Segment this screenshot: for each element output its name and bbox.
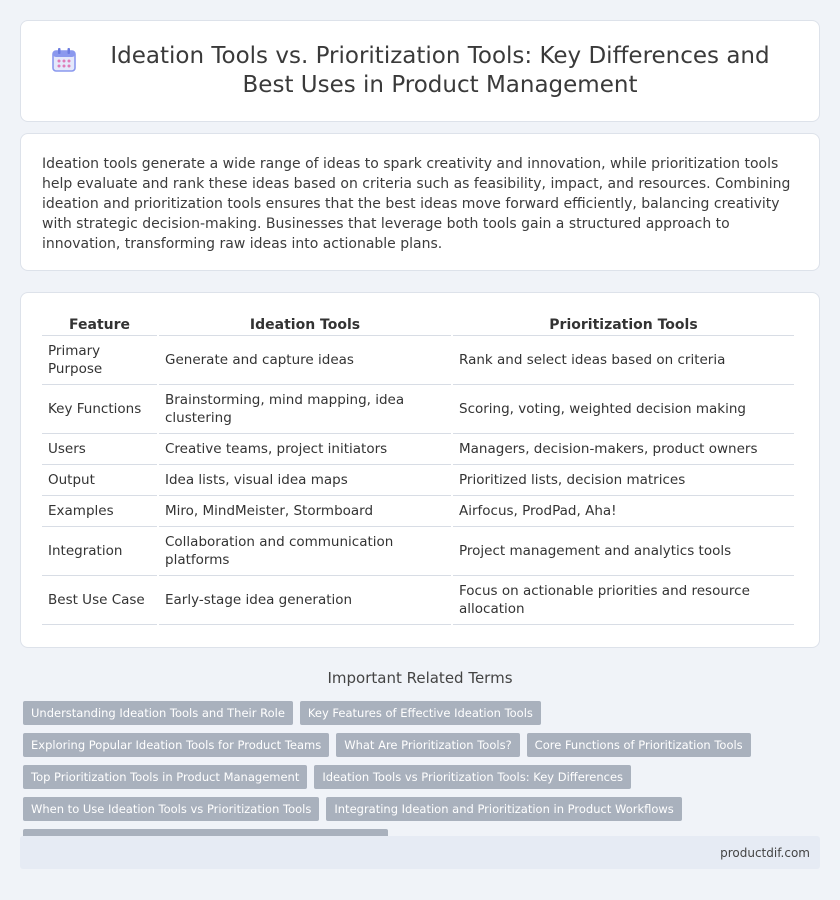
header-prioritization-tools: Prioritization Tools	[453, 313, 794, 336]
title-card	[20, 20, 820, 122]
cell-ideation: Brainstorming, mind mapping, idea clustering	[159, 385, 451, 434]
table-row	[42, 336, 794, 385]
cell-ideation: Generate and capture ideas	[159, 336, 451, 385]
cell-prioritization: Project management and analytics tools	[453, 527, 794, 576]
table-row	[42, 527, 794, 576]
related-term-link[interactable]: Top Prioritization Tools in Product Management	[23, 765, 307, 789]
page-title: Ideation Tools vs. Prioritization Tools: Key Differences and Best Uses in Product Management	[110, 43, 770, 98]
related-terms-list	[23, 701, 823, 853]
intro-card	[20, 133, 820, 271]
cell-feature: Primary Purpose	[42, 336, 157, 385]
comparison-table	[40, 313, 796, 625]
title-wrap	[50, 42, 790, 100]
cell-prioritization: Rank and select ideas based on criteria	[453, 336, 794, 385]
cell-feature: Output	[42, 465, 157, 496]
table-row	[42, 496, 794, 527]
related-term-link[interactable]: What Are Prioritization Tools?	[336, 733, 519, 757]
related-term-link[interactable]: When to Use Ideation Tools vs Prioritization Tools	[23, 797, 319, 821]
header-ideation-tools: Ideation Tools	[159, 313, 451, 336]
related-term-link[interactable]: Understanding Ideation Tools and Their Role	[23, 701, 293, 725]
table-row	[42, 385, 794, 434]
cell-feature: Examples	[42, 496, 157, 527]
intro-paragraph: Ideation tools generate a wide range of ideas to spark creativity and innovation, while prioritization tools help evaluate and rank these ideas based on criteria such as feasibility, impact, and resources. Combining ideation and prioritization tools ensures that the best ideas move forward efficiently, balancing creativity with strategic decision-making. Businesses that leverage both tools gain a structured approach to innovation, transforming raw ideas into actionable plans.	[42, 156, 791, 252]
related-term-link[interactable]: Ideation Tools vs Prioritization Tools: Key Differences	[314, 765, 631, 789]
cell-feature: Users	[42, 434, 157, 465]
footer	[20, 836, 820, 869]
related-term-link[interactable]: Integrating Ideation and Prioritization in Product Workflows	[326, 797, 681, 821]
cell-ideation: Idea lists, visual idea maps	[159, 465, 451, 496]
related-term-link[interactable]: Key Features of Effective Ideation Tools	[300, 701, 541, 725]
cell-ideation: Early-stage idea generation	[159, 576, 451, 625]
related-term-link[interactable]: Core Functions of Prioritization Tools	[527, 733, 751, 757]
comparison-card	[20, 292, 820, 648]
cell-ideation: Collaboration and communication platforms	[159, 527, 451, 576]
cell-prioritization: Prioritized lists, decision matrices	[453, 465, 794, 496]
cell-feature: Best Use Case	[42, 576, 157, 625]
cell-ideation: Miro, MindMeister, Stormboard	[159, 496, 451, 527]
cell-feature: Key Functions	[42, 385, 157, 434]
table-header-row	[42, 313, 794, 336]
table-row	[42, 465, 794, 496]
table-row	[42, 576, 794, 625]
cell-prioritization: Managers, decision-makers, product owners	[453, 434, 794, 465]
footer-site-name: productdif.com	[720, 845, 810, 860]
related-term-link[interactable]: Exploring Popular Ideation Tools for Product Teams	[23, 733, 329, 757]
cell-prioritization: Scoring, voting, weighted decision making	[453, 385, 794, 434]
related-terms-heading: Important Related Terms	[327, 669, 513, 687]
cell-prioritization: Airfocus, ProdPad, Aha!	[453, 496, 794, 527]
cell-feature: Integration	[42, 527, 157, 576]
calendar-icon	[50, 46, 78, 74]
cell-ideation: Creative teams, project initiators	[159, 434, 451, 465]
table-row	[42, 434, 794, 465]
header-feature: Feature	[42, 313, 157, 336]
cell-prioritization: Focus on actionable priorities and resource allocation	[453, 576, 794, 625]
